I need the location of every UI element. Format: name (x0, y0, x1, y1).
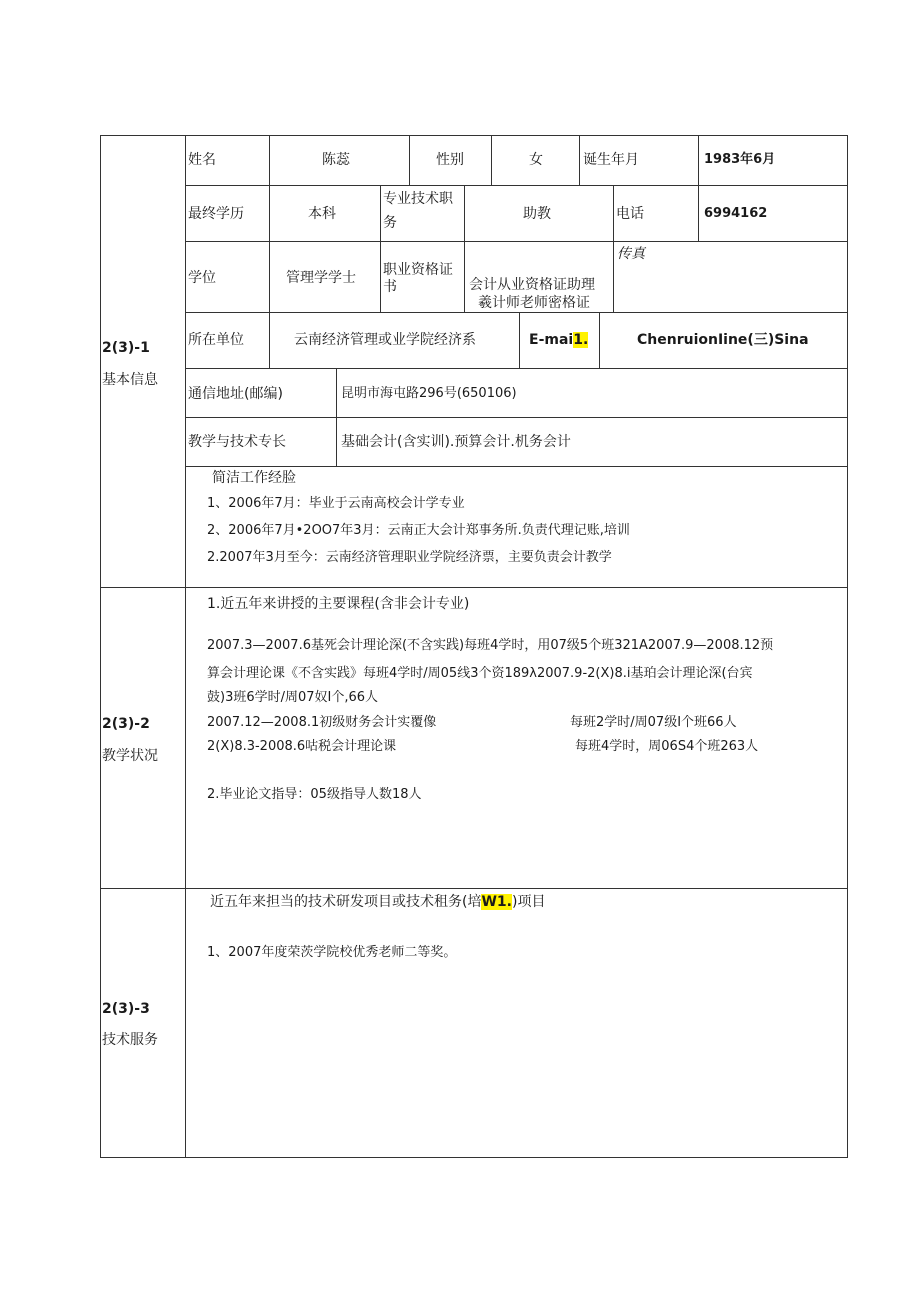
section1-code: 2(3)-1 (102, 340, 150, 356)
section2-title: 教学状况 (102, 748, 158, 764)
cert-value-line2: 羲计师老师密格证 (478, 295, 590, 311)
course-row2-right: 每班4学时，周06S4个班263人 (575, 739, 759, 754)
edu-value: 本科 (308, 206, 336, 222)
section2-code: 2(3)-2 (102, 716, 150, 732)
courses-heading: 1.近五年来讲授的主要课程(含非会计专业) (207, 596, 470, 612)
cert-value-line1: 会计从业资格证助理 (469, 277, 595, 293)
email-value: ChenruionIine(三)Sina (637, 332, 809, 348)
name-value: 陈蕊 (322, 152, 350, 168)
experience-title: 简洁工作经脸 (212, 470, 296, 486)
name-label: 姓名 (188, 152, 216, 168)
skill-label: 教学与技术专长 (188, 434, 286, 450)
cert-label-line2: 书 (383, 279, 397, 295)
courses-paragraph-line3: 鼓)3班6学时/周07奴I个,66人 (207, 690, 379, 705)
title-value: 助教 (523, 206, 551, 222)
title-label-line1: 专业技术职 (383, 191, 453, 207)
section3-code: 2(3)-3 (102, 1001, 150, 1017)
section3-title: 技术服务 (102, 1032, 158, 1048)
gender-label: 性别 (436, 152, 464, 168)
courses-paragraph-line2: 算会计理论课《不含实践》每班4学时/周05线3个资189λ2007.9-2(X)8.i基珀会计理论深(台宾 (207, 666, 753, 681)
phone-value: 6994162 (704, 206, 768, 221)
experience-item-1: 1、2006年7月：毕业于云南高校会计学专业 (207, 496, 465, 511)
section1-title: 基本信息 (102, 372, 158, 388)
edu-label: 最终学历 (188, 206, 244, 222)
phone-label: 电话 (616, 206, 644, 222)
course-row2-left: 2(X)8.3-2008.6咕税会计理论课 (207, 739, 397, 754)
birth-label: 诞生年月 (583, 152, 639, 168)
birth-value: 1983年6月 (704, 152, 776, 167)
experience-item-3: 2.2007年3月至今：云南经济管理职业学院经济票，主要负责会计教学 (207, 550, 612, 565)
title-label-line2: 务 (383, 215, 397, 231)
skill-value: 基础会计(含实训).预算会计.机务会计 (341, 434, 571, 450)
course-row1-right: 每班2学时/周07级I个班66人 (570, 715, 737, 730)
email-label: E-mai1. (529, 332, 589, 348)
address-value: 昆明市海屯路296号(650106) (341, 386, 517, 401)
degree-value: 管理学学士 (286, 270, 356, 286)
gender-value: 女 (529, 152, 543, 168)
course-row1-left: 2007.12—2008.1初级财务会计实覆像 (207, 715, 437, 730)
fax-label: 传真 (617, 246, 645, 262)
unit-label: 所在单位 (188, 332, 244, 348)
unit-value: 云南经济管理或业学院经济系 (294, 332, 476, 348)
courses-paragraph-line1: 2007.3—2007.6基死会计理论深(不含实践)每班4学时，用07级5个班321A2007.9—2008.12预 (207, 638, 774, 653)
thesis-guidance: 2.毕业论文指导：05级指导人数18人 (207, 787, 422, 802)
experience-item-2: 2、2006年7月•2OO7年3月：云南正大会计郑事务所.负责代理记账,培训 (207, 523, 630, 538)
cert-label-line1: 职业资格证 (383, 262, 453, 278)
projects-heading: 近五年来担当的技术研发项目或技术租务(培W1.)项目 (210, 894, 546, 910)
degree-label: 学位 (188, 270, 216, 286)
address-label: 通信地址(邮编) (188, 386, 283, 402)
project-item-1: 1、2007年度荣茨学院校优秀老师二等奖。 (207, 945, 457, 960)
